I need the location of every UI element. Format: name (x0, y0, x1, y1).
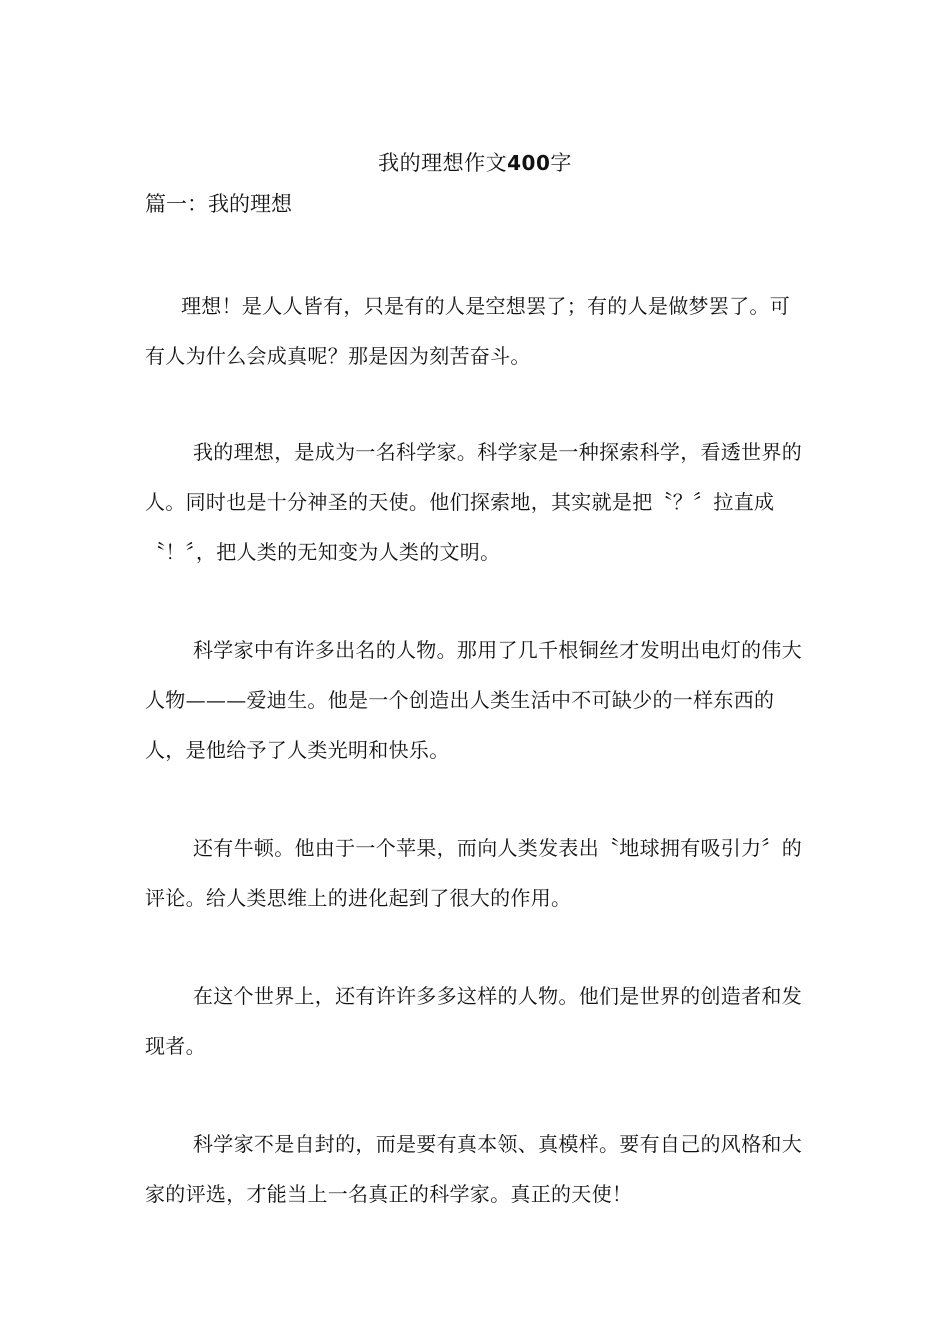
title-suffix: 字 (550, 151, 572, 175)
title-number: 400 (507, 151, 551, 175)
title-prefix: 我的理想作文 (378, 151, 508, 175)
paragraph-3: 科学家中有许多出名的人物。那用了几千根铜丝才发明出电灯的伟大人物———爱迪生。他是一个创造出人类生活中不可缺少的一样东西的人，是他给予了人类光明和快乐。 (145, 638, 802, 762)
paragraph-4: 还有牛顿。他由于一个苹果，而向人类发表出〝地球拥有吸引力〞的评论。给人类思维上的进化起到了很大的作用。 (145, 836, 802, 910)
paragraph-6: 科学家不是自封的，而是要有真本领、真模样。要有自己的风格和大家的评选，才能当上一名真正的科学家。真正的天使！ (145, 1132, 802, 1206)
paragraph-1: 理想！是人人皆有，只是有的人是空想罢了；有的人是做梦罢了。可有人为什么会成真呢？那是因为刻苦奋斗。 (145, 294, 790, 368)
document-title (0, 147, 950, 179)
paragraph-5: 在这个世界上，还有许许多多这样的人物。他们是世界的创造者和发现者。 (145, 984, 802, 1058)
section-heading: 篇一：我的理想 (145, 192, 292, 216)
paragraph-2: 我的理想，是成为一名科学家。科学家是一种探索科学，看透世界的人。同时也是十分神圣的天使。他们探索地，其实就是把〝？〞拉直成〝！〞，把人类的无知变为人类的文明。 (145, 440, 802, 564)
